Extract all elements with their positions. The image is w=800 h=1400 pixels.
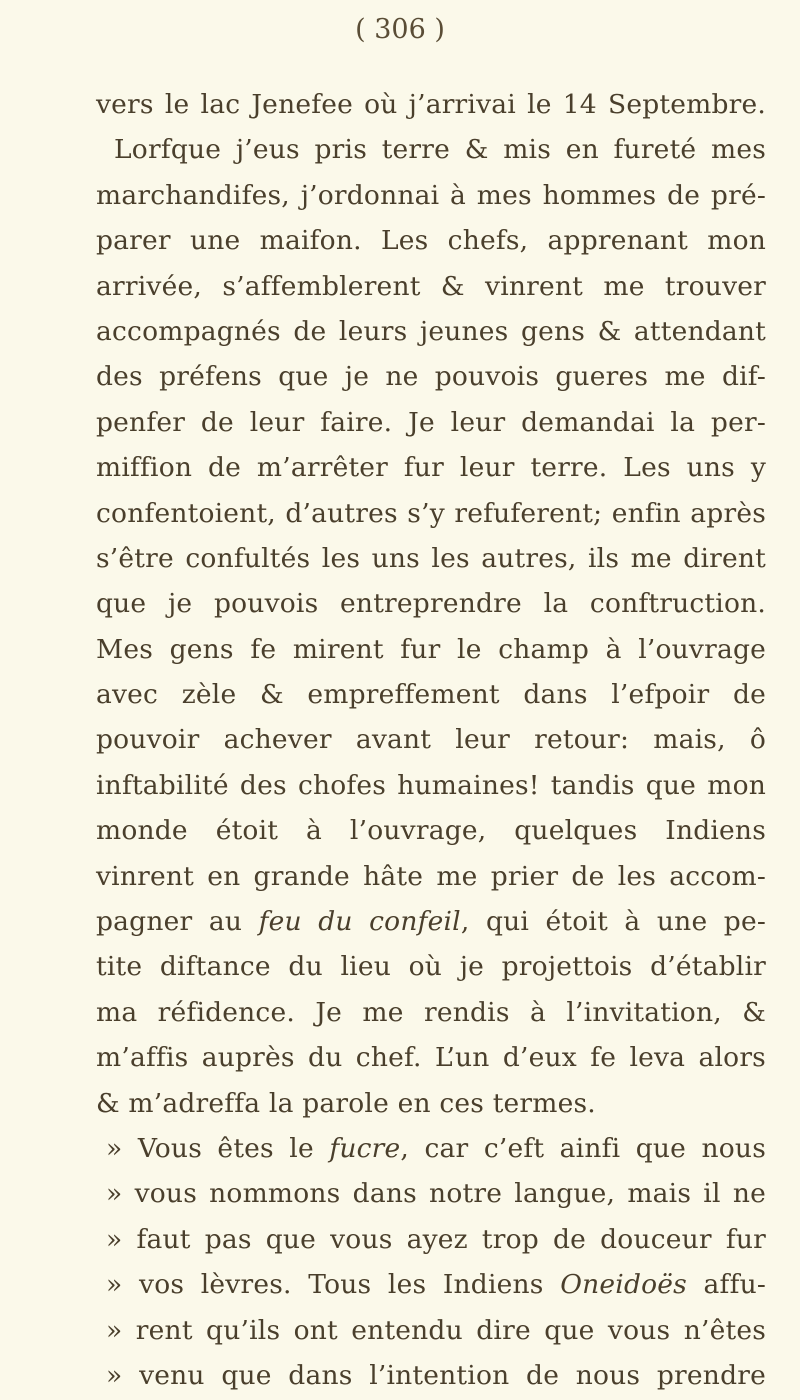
text-line bbox=[96, 990, 766, 1035]
text-segment: marchandifes, j’ordonnai à mes hommes de pré- bbox=[96, 179, 766, 211]
text-line bbox=[96, 763, 766, 808]
text-segment: vinrent en grande hâte me prier de les accom- bbox=[96, 860, 766, 892]
text-segment: » rent qu’ils ont entendu dire que vous n’êtes bbox=[106, 1314, 766, 1346]
text-line bbox=[96, 491, 766, 536]
text-segment: pagner au bbox=[96, 906, 259, 938]
page-number: ( 306 ) bbox=[355, 14, 445, 45]
text-segment: accompagnés de leurs jeunes gens & attendant bbox=[96, 315, 766, 347]
text-segment: pouvoir achever avant leur retour: mais, ô bbox=[96, 724, 766, 756]
text-segment: s’être confultés les uns les autres, ils me dirent bbox=[96, 542, 766, 574]
text-line bbox=[96, 1035, 766, 1080]
text-segment: » vos lèvres. Tous les Indiens bbox=[106, 1269, 561, 1301]
text-segment: vers le lac Jenefee où j’arrivai le 14 Septembre. bbox=[96, 89, 766, 120]
text-line bbox=[96, 536, 766, 581]
text-line bbox=[96, 1308, 766, 1353]
text-segment: que je pouvois entreprendre la conftruction. bbox=[96, 588, 766, 620]
text-line bbox=[96, 944, 766, 989]
text-segment: & m’adreffa la parole en ces termes. bbox=[96, 1087, 596, 1119]
text-line bbox=[96, 173, 766, 218]
text-line bbox=[96, 445, 766, 490]
text-segment: » venu que dans l’intention de nous prendre bbox=[106, 1359, 766, 1391]
text-line bbox=[96, 309, 766, 354]
text-segment: » vous nommons dans notre langue, mais il ne bbox=[106, 1178, 766, 1210]
text-line bbox=[96, 264, 766, 309]
text-line bbox=[96, 82, 766, 127]
text-segment: ma réfidence. Je me rendis à l’invitation, & bbox=[96, 996, 766, 1028]
italic-text: Oneidoës bbox=[560, 1269, 687, 1301]
text-line bbox=[96, 672, 766, 717]
text-line bbox=[96, 581, 766, 626]
text-line bbox=[96, 127, 766, 172]
text-segment: arrivée, s’affemblerent & vinrent me trouver bbox=[96, 270, 766, 302]
text-segment: Lorfque j’eus pris terre & mis en fureté mes bbox=[114, 134, 766, 166]
italic-text: feu du confeil bbox=[258, 906, 461, 938]
text-line bbox=[96, 1353, 766, 1398]
page-body-text bbox=[96, 82, 766, 1398]
text-segment: inftabilité des chofes humaines! tandis que mon bbox=[96, 769, 766, 801]
text-segment: tite diftance du lieu où je projettois d’établir bbox=[96, 951, 766, 983]
text-segment: des préfens que je ne pouvois gueres me dif- bbox=[96, 361, 766, 393]
text-segment: affu- bbox=[686, 1269, 766, 1301]
text-segment: , car c’eft ainfi que nous bbox=[400, 1132, 766, 1164]
text-line bbox=[96, 899, 766, 944]
text-line bbox=[96, 1171, 766, 1216]
text-segment: , qui étoit à une pe- bbox=[460, 906, 767, 938]
text-segment: penfer de leur faire. Je leur demandai la per- bbox=[96, 406, 766, 438]
text-segment: parer une maifon. Les chefs, apprenant mon bbox=[96, 225, 766, 257]
text-line bbox=[96, 400, 766, 445]
text-line bbox=[96, 854, 766, 899]
text-line bbox=[96, 808, 766, 853]
text-segment: » Vous êtes le bbox=[106, 1132, 330, 1164]
text-segment: miffion de m’arrêter fur leur terre. Les uns y bbox=[96, 452, 766, 484]
text-segment: Mes gens fe mirent fur le champ à l’ouvrage bbox=[96, 633, 766, 665]
text-segment: avec zèle & empreffement dans l’efpoir de bbox=[96, 679, 766, 711]
text-line bbox=[96, 218, 766, 263]
text-segment: » faut pas que vous ayez trop de douceur fur bbox=[106, 1223, 766, 1255]
text-segment: monde étoit à l’ouvrage, quelques Indiens bbox=[96, 815, 766, 847]
text-line bbox=[96, 627, 766, 672]
text-line bbox=[96, 717, 766, 762]
text-line bbox=[96, 1126, 766, 1171]
text-line bbox=[96, 1081, 766, 1126]
text-line bbox=[96, 1217, 766, 1262]
italic-text: fucre bbox=[329, 1132, 401, 1164]
text-segment: confentoient, d’autres s’y refuferent; enfin après bbox=[96, 497, 766, 529]
text-segment: m’affis auprès du chef. L’un d’eux fe leva alors bbox=[96, 1042, 766, 1074]
text-line bbox=[96, 1262, 766, 1307]
text-line bbox=[96, 354, 766, 399]
